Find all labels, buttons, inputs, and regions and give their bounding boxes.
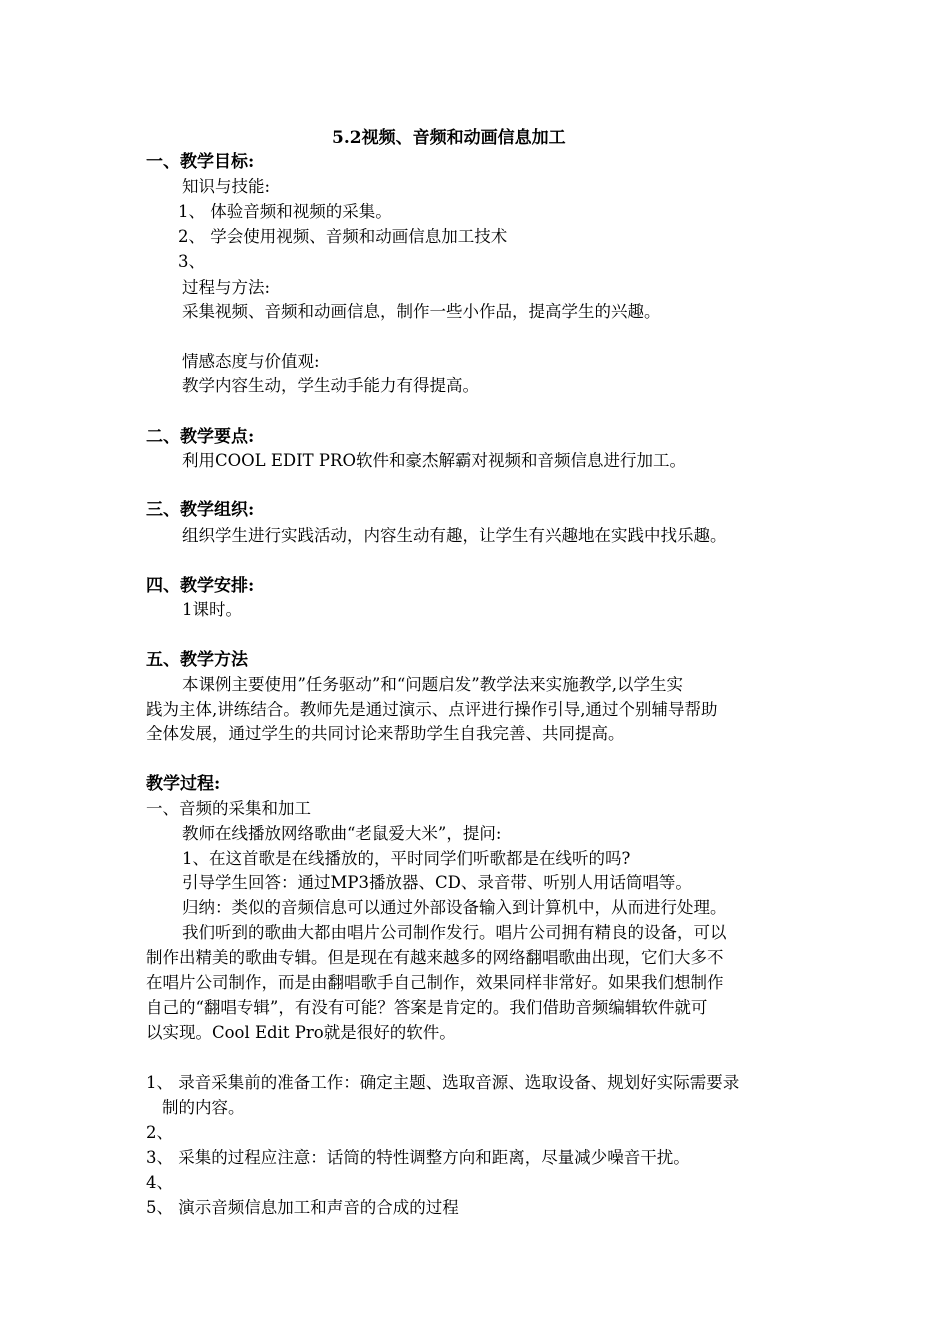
- section-heading-methods: 五、教学方法: [146, 650, 248, 670]
- process-paragraph: 归纳：类似的音频信息可以通过外部设备输入到计算机中，从而进行处理。: [182, 898, 727, 917]
- process-paragraph-line: 自己的“翻唱专辑”，有没有可能？答案是肯定的。我们借助音频编辑软件就可: [146, 998, 708, 1017]
- process-method-label: 过程与方法:: [182, 278, 271, 297]
- organization-text: 组织学生进行实践活动，内容生动有趣，让学生有兴趣地在实践中找乐趣。: [182, 526, 727, 545]
- knowledge-label: 知识与技能:: [182, 177, 271, 196]
- section-heading-objectives: 一、教学目标:: [146, 152, 255, 172]
- section-heading-schedule: 四、教学安排:: [146, 576, 255, 596]
- process-paragraph-line: 我们听到的歌曲大都由唱片公司制作发行。唱片公司拥有精良的设备，可以: [182, 923, 727, 942]
- methods-line: 本课例主要使用”任务驱动”和“问题启发”教学法来实施教学,以学生实: [182, 675, 683, 694]
- emotion-text: 教学内容生动，学生动手能力有得提高。: [182, 376, 479, 395]
- subsection-heading-audio: 一、音频的采集和加工: [146, 799, 311, 818]
- methods-line: 全体发展，通过学生的共同讨论来帮助学生自我完善、共同提高。: [146, 724, 625, 743]
- process-paragraph-line: 以实现。Cool Edit Pro就是很好的软件。: [146, 1023, 456, 1042]
- numbered-item: 5、 演示音频信息加工和声音的合成的过程: [146, 1198, 459, 1217]
- process-paragraph: 1、在这首歌是在线播放的，平时同学们听歌都是在线听的吗?: [182, 849, 631, 868]
- process-paragraph: 引导学生回答：通过MP3播放器、CD、录音带、听别人用话筒唱等。: [182, 873, 692, 892]
- objective-item: 1、 体验音频和视频的采集。: [178, 202, 392, 221]
- section-heading-key-points: 二、教学要点:: [146, 427, 255, 447]
- numbered-item: 1、 录音采集前的准备工作：确定主题、选取音源、选取设备、规划好实际需要录: [146, 1073, 740, 1092]
- schedule-text: 1课时。: [182, 600, 242, 619]
- methods-line: 践为主体,讲练结合。教师先是通过演示、点评进行操作引导,通过个别辅导帮助: [146, 700, 718, 719]
- numbered-item: 2、: [146, 1123, 173, 1142]
- numbered-item-continuation: 制的内容。: [162, 1098, 245, 1117]
- numbered-item: 4、: [146, 1173, 173, 1192]
- process-paragraph-line: 在唱片公司制作，而是由翻唱歌手自己制作，效果同样非常好。如果我们想制作: [146, 973, 724, 992]
- document-title: 5.2视频、音频和动画信息加工: [332, 128, 566, 148]
- objective-item: 2、 学会使用视频、音频和动画信息加工技术: [178, 227, 508, 246]
- process-paragraph-line: 制作出精美的歌曲专辑。但是现在有越来越多的网络翻唱歌曲出现，它们大多不: [146, 948, 724, 967]
- numbered-item: 3、 采集的过程应注意：话筒的特性调整方向和距离，尽量减少噪音干扰。: [146, 1148, 690, 1167]
- process-paragraph: 教师在线播放网络歌曲“老鼠爱大米”，提问:: [182, 824, 502, 843]
- key-points-text: 利用COOL EDIT PRO软件和豪杰解霸对视频和音频信息进行加工。: [182, 451, 686, 470]
- objective-item: 3、: [178, 252, 205, 271]
- section-heading-teaching-process: 教学过程:: [146, 774, 221, 794]
- process-method-text: 采集视频、音频和动画信息，制作一些小作品，提高学生的兴趣。: [182, 302, 661, 321]
- emotion-label: 情感态度与价值观:: [182, 352, 320, 371]
- section-heading-organization: 三、教学组织:: [146, 500, 255, 520]
